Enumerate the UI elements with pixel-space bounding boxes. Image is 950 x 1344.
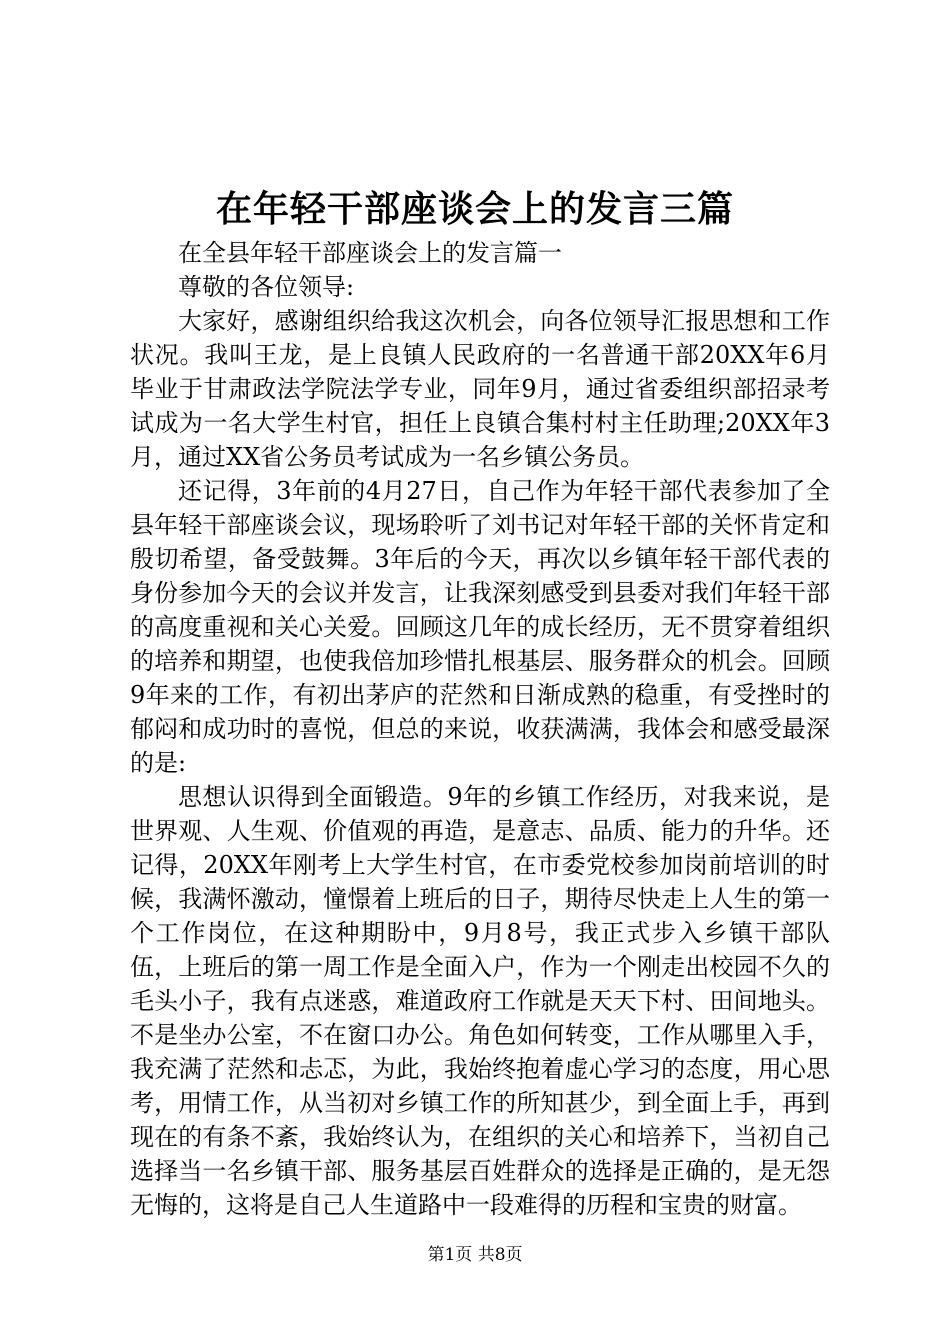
body-paragraph: 还记得，3年前的4月27日，自己作为年轻干部代表参加了全县年轻干部座谈会议，现场聆听了刘书记对年轻干部的关怀肯定和殷切希望，备受鼓舞。3年后的今天，再次以乡镇年轻干部代表的身份参加今天的会议并发言，让我深刻感受到县委对我们年轻干部的高度重视和关心关爱。回顾这几年的成长经历，无不贯穿着组织的培养和期望，也使我倍加珍惜扎根基层、服务群众的机会。回顾9年来的工作，有初出茅庐的茫然和日渐成熟的稳重，有受挫时的郁闷和成功时的喜悦，但总的来说，收获满满，我体会和感受最深的是: xyxy=(130,477,830,777)
page-footer: 第1页 共8页 xyxy=(427,1245,523,1265)
body-paragraph: 大家好，感谢组织给我这次机会，向各位领导汇报思想和工作状况。我叫王龙，是上良镇人民政府的一名普通干部20XX年6月毕业于甘肃政法学院法学专业，同年9月，通过省委组织部招录考试成为一名大学生村官，担任上良镇合集村村主任助理;20XX年3月，通过XX省公务员考试成为一名乡镇公务员。 xyxy=(130,307,830,471)
body-paragraph: 思想认识得到全面锻造。9年的乡镇工作经历，对我来说，是世界观、人生观、价值观的再造，是意志、品质、能力的升华。还记得，20XX年刚考上大学生村官，在市委党校参加岗前培训的时候，我满怀激动，憧憬着上班后的日子，期待尽快走上人生的第一个工作岗位，在这种期盼中，9月8号，我正式步入乡镇干部队伍，上班后的第一周工作是全面入户，作为一个刚走出校园不久的毛头小子，我有点迷惑，难道政府工作就是天天下村、田间地头。不是坐办公室，不在窗口办公。角色如何转变，工作从哪里入手，我充满了茫然和忐忑，为此，我始终抱着虚心学习的态度，用心思考，用情工作，从当初对乡镇工作的所知甚少，到全面上手，再到现在的有条不紊，我始终认为，在组织的关心和培养下，当初自己选择当一名乡镇干部、服务基层百姓群众的选择是正确的，是无怨无悔的，这将是自己人生道路中一段难得的历程和宝贵的财富。 xyxy=(130,783,830,1219)
document-body xyxy=(130,236,830,1222)
salutation: 尊敬的各位领导: xyxy=(178,273,355,301)
section-heading: 在全县年轻干部座谈会上的发言篇一 xyxy=(178,239,562,267)
document-title: 在年轻干部座谈会上的发言三篇 xyxy=(215,188,734,230)
